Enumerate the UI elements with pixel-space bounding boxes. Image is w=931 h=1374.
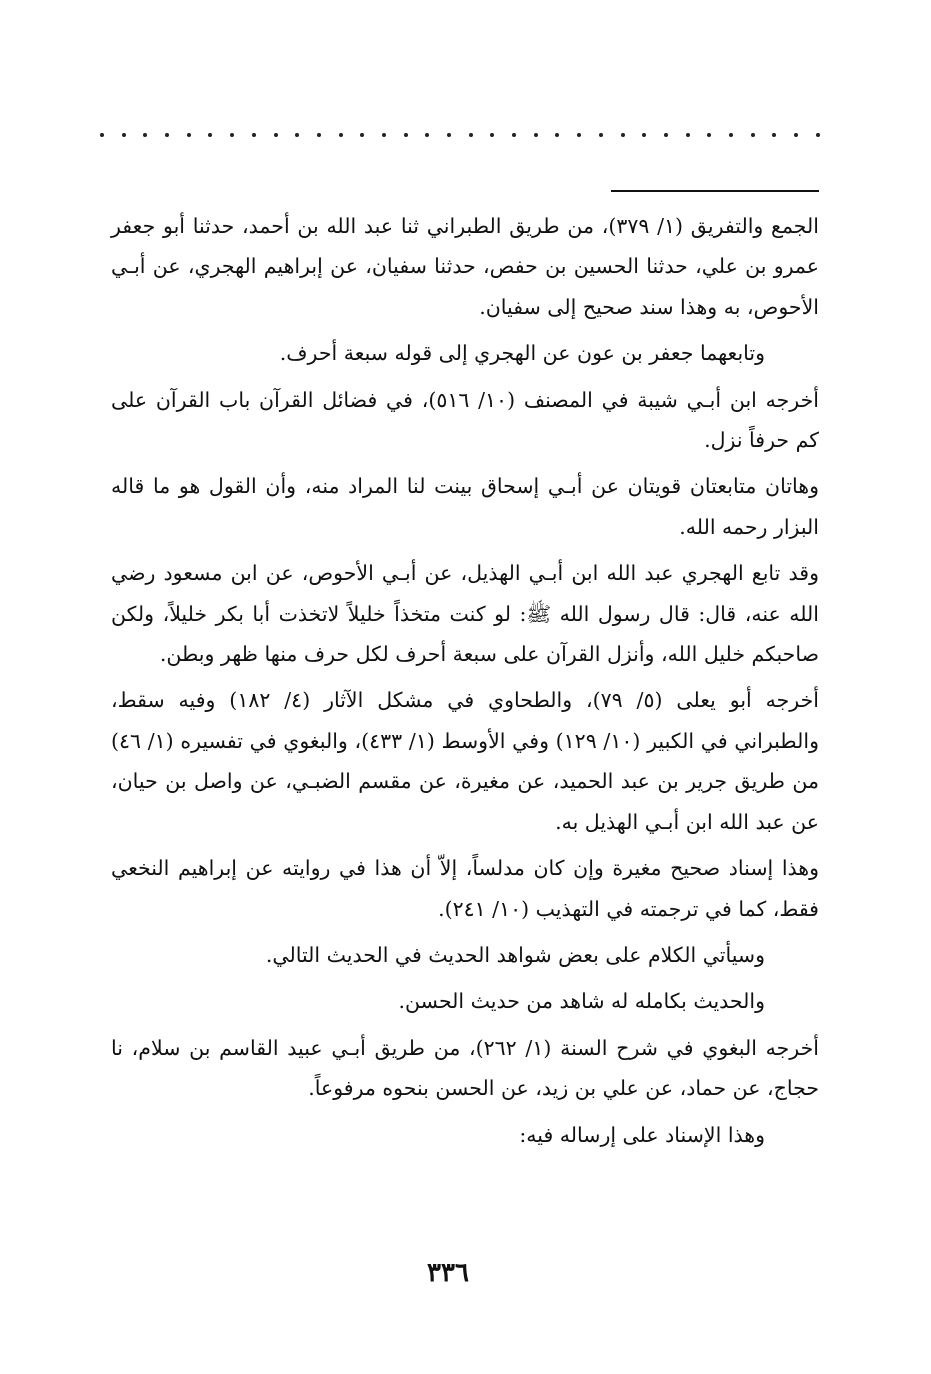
separator-dot [100,133,104,137]
paragraph-7: وهذا إسناد صحيح مغيرة وإن كان مدلساً، إلاّ أن هذا في روايته عن إبراهيم النخعي فقط، كما في ترجمته في التهذيب (١٠/ ٢٤١). [111,856,819,921]
separator-dot [707,133,711,137]
separator-dot [143,133,147,137]
separator-dot [555,133,559,137]
separator-dot [252,133,256,137]
paragraph-9: والحديث بكامله له شاهد من حديث الحسن. [398,989,765,1014]
separator-dot [729,133,733,137]
separator-dot [360,133,364,137]
separator-dot [295,133,299,137]
separator-dot [512,133,516,137]
separator-dot [187,133,191,137]
separator-dot [469,133,473,137]
separator-dot [404,133,408,137]
separator-dot [425,133,429,137]
separator-dot [577,133,581,137]
separator-dot [794,133,798,137]
dotted-separator [100,128,820,142]
separator-dot [339,133,343,137]
separator-dot [664,133,668,137]
footnote-text-block [111,206,819,1161]
separator-dot [230,133,234,137]
separator-dot [642,133,646,137]
separator-dot [772,133,776,137]
separator-dot [274,133,278,137]
separator-dot [751,133,755,137]
separator-dot [122,133,126,137]
paragraph-5: وقد تابع الهجري عبد الله ابن أبـي الهذيل، عن أبـي الأحوص، عن ابن مسعود رضي الله عنه، قال: قال رسول الله ﷺ: لو كنت متخذاً خليلاً لاتخذت أبا بكر خليلاً، ولكن صاحبكم خليل الله، وأنزل القرآن على سبعة أحرف لكل حرف منها ظهر وبطن. [111,561,819,667]
separator-dot [621,133,625,137]
paragraph-3: أخرجه ابن أبـي شيبة في المصنف (١٠/ ٥١٦)، في فضائل القرآن باب القرآن على كم حرفاً نزل. [111,387,819,453]
separator-dot [490,133,494,137]
paragraph-4: وهاتان متابعتان قويتان عن أبـي إسحاق بينت لنا المراد منه، وأن القول هو ما قاله البزار رحمه الله. [111,474,819,539]
separator-dot [208,133,212,137]
page-number: ٣٣٦ [427,1258,469,1288]
separator-dot [165,133,169,137]
separator-dot [599,133,603,137]
paragraph-10: أخرجه البغوي في شرح السنة (١/ ٢٦٢)، من طريق أبـي عبيد القاسم بن سلام، نا حجاج، عن حماد، عن علي بن زيد، عن الحسن بنحوه مرفوعاً. [111,1035,819,1101]
paragraph-6: أخرجه أبو يعلى (٥/ ٧٩)، والطحاوي في مشكل الآثار (٤/ ١٨٢) وفيه سقط، والطبراني في الكبير (١٠/ ١٢٩) وفي الأوسط (١/ ٤٣٣)، والبغوي في تفسيره (١/ ٤٦) من طريق جرير بن عبد الحميد، عن مغيرة، عن مقسم الضبـي، عن واصل بن حيان، عن عبد الله ابن أبـي الهذيل به. [111,688,819,834]
separator-dot [816,133,820,137]
separator-dot [447,133,451,137]
paragraph-2: وتابعهما جعفر بن عون عن الهجري إلى قوله سبعة أحرف. [279,341,765,366]
separator-dot [382,133,386,137]
footnote-separator-line [611,190,819,192]
paragraph-11: وهذا الإسناد على إرساله فيه: [519,1122,765,1147]
paragraph-1: الجمع والتفريق (١/ ٣٧٩)، من طريق الطبراني ثنا عبد الله بن أحمد، حدثنا أبو جعفر عمرو بن علي، حدثنا الحسين بن حفص، حدثنا سفيان، عن إبراهيم الهجري، عن أبـي الأحوص، به وهذا سند صحيح إلى سفيان. [111,214,819,319]
separator-dot [534,133,538,137]
separator-dot [317,133,321,137]
separator-dot [686,133,690,137]
paragraph-8: وسيأتي الكلام على بعض شواهد الحديث في الحديث التالي. [265,942,765,967]
